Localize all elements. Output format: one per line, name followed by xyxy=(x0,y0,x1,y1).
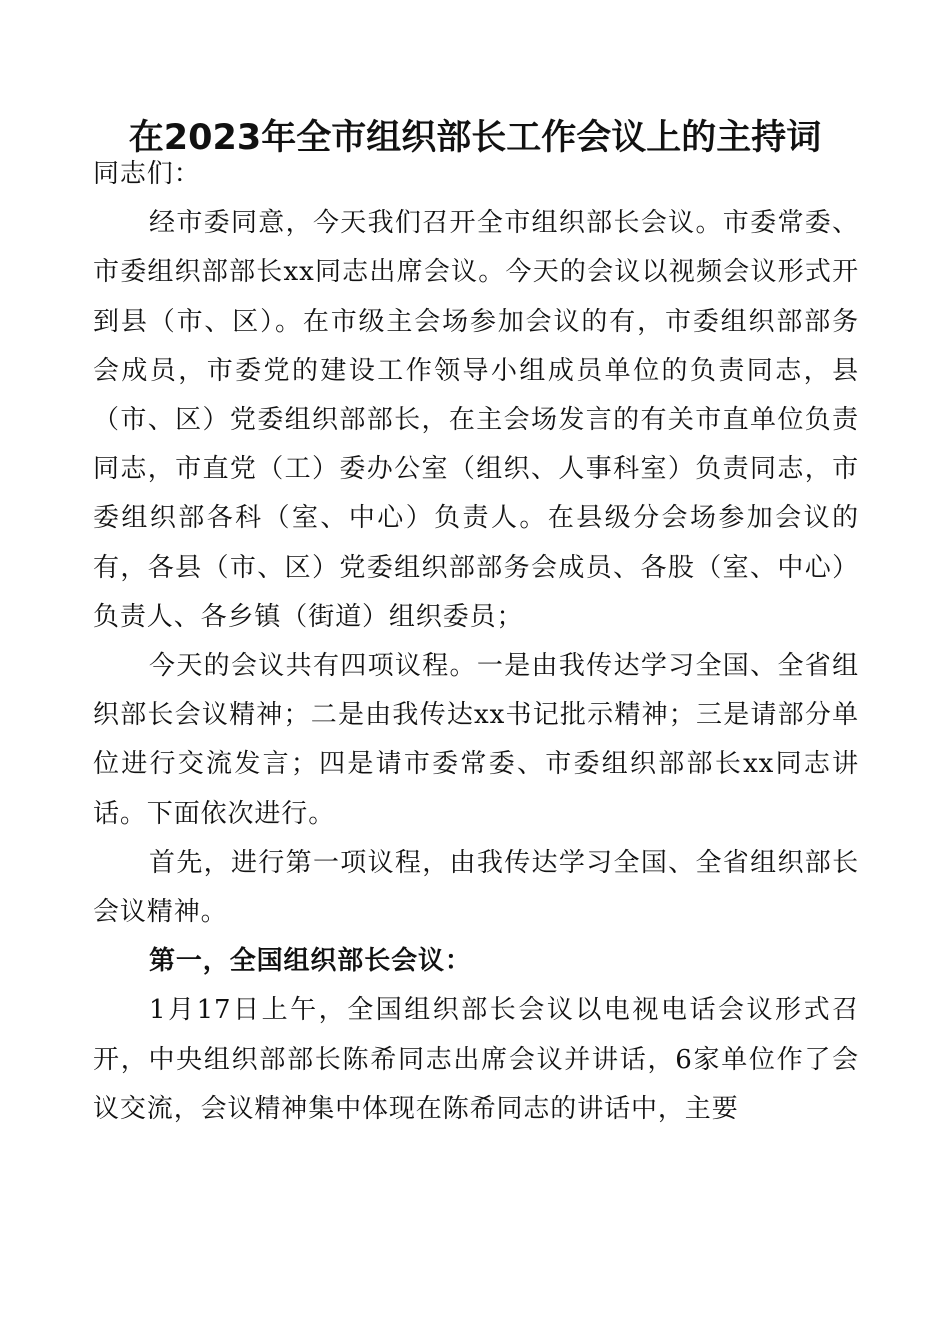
paragraph-agenda: 今天的会议共有四项议程。一是由我传达学习全国、全省组织部长会议精神；二是由我传达xx书记批示精神；三是请部分单位进行交流发言；四是请市委常委、市委组织部部长xx同志讲话。下面依次进行。 xyxy=(93,651,859,829)
document-title: 在2023年全市组织部长工作会议上的主持词 xyxy=(128,118,822,158)
paragraph-national-meeting: 1月17日上午，全国组织部长会议以电视电话会议形式召开，中央组织部部长陈希同志出席会议并讲话，6家单位作了会议交流，会议精神集中体现在陈希同志的讲话中，主要 xyxy=(93,995,859,1124)
section-heading-national-meeting: 第一，全国组织部长会议： xyxy=(149,946,472,977)
paragraph-first-item: 首先，进行第一项议程，由我传达学习全国、全省组织部长会议精神。 xyxy=(93,847,859,928)
paragraph-attendees: 经市委同意，今天我们召开全市组织部长会议。市委常委、市委组织部部长xx同志出席会议。今天的会议以视频会议形式开到县（市、区）。在市级主会场参加会议的有，市委组织部部务会成员，市委党的建设工作领导小组成员单位的负责同志，县（市、区）党委组织部部长，在主会场发言的有关市直单位负责同志，市直党（工）委办公室（组织、人事科室）负责同志，市委组织部各科（室、中心）负责人。在县级分会场参加会议的有，各县（市、区）党委组织部部务会成员、各股（室、中心）负责人、各乡镇（街道）组织委员； xyxy=(93,208,859,632)
document-body xyxy=(93,150,859,1134)
salutation: 同志们： xyxy=(93,159,201,189)
